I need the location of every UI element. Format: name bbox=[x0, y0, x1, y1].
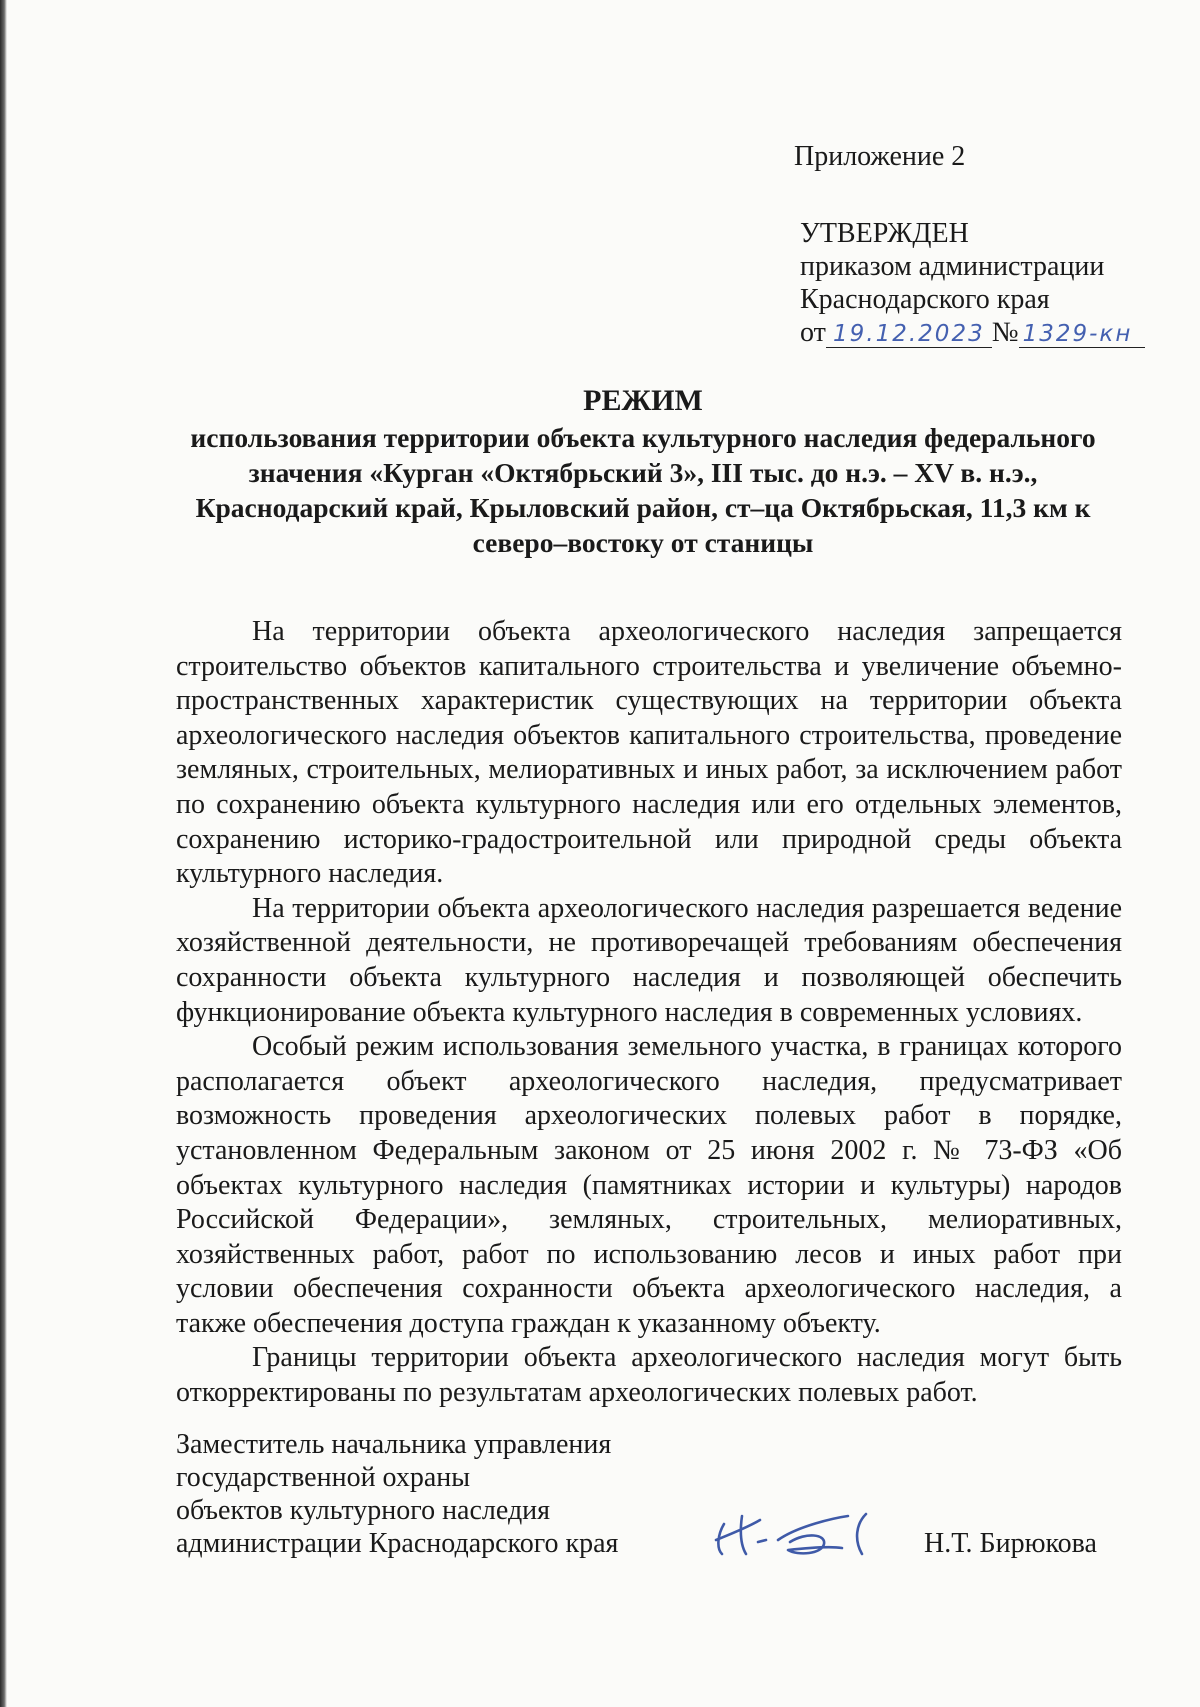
signatory-position bbox=[176, 1428, 676, 1560]
scan-edge-shadow bbox=[0, 0, 7, 1707]
body-paragraph-2: На территории объекта археологического наследия разрешается ведение хозяйственной деятельности, не противоречащей требованиям обеспечения сохранности объекта культурного наследия и позволяющей обеспечить функционирование объекта культурного наследия в современных условиях. bbox=[176, 892, 1122, 1028]
annex-label: Приложение 2 bbox=[794, 141, 966, 172]
signature-stroke-4 bbox=[857, 1514, 866, 1554]
title-subtitle: использования территории объекта культурного наследия федерального значения «Курган «Октябрьский 3», III тыс. до н.э. – XV в. н.э., Краснодарский край, Крыловский район, ст–ца Октябрьская, 11,3 км к северо–востоку от станицы bbox=[190, 422, 1096, 558]
handwritten-order-date: 19.12.2023 bbox=[826, 321, 992, 348]
handwritten-signature-icon bbox=[706, 1496, 886, 1566]
position-line-3: объектов культурного наследия bbox=[176, 1495, 551, 1526]
position-line-1: Заместитель начальника управления bbox=[176, 1429, 612, 1460]
title-main: РЕЖИМ bbox=[583, 384, 703, 417]
position-line-4: администрации Краснодарского края bbox=[176, 1528, 619, 1559]
handwritten-order-number: 1329-кн bbox=[1019, 321, 1145, 348]
body-paragraph-1: На территории объекта археологического наследия запрещается строительство объектов капитального строительства и увеличение объемно-пространственных характеристик существующих на территории объекта археологического наследия объектов капитального строительства, проведение земляных, строительных, мелиоративных и иных работ, за исключением работ по сохранению объекта культурного наследия или его отдельных элементов, сохранению историко-градостроительной или природной среды объекта культурного наследия. bbox=[176, 616, 1122, 890]
body-paragraph-4: Границы территории объекта археологического наследия могут быть откорректированы по результатам археологических полевых работ. bbox=[176, 1342, 1122, 1409]
signature-stroke-3 bbox=[778, 1516, 848, 1553]
date-prefix: от bbox=[800, 317, 826, 348]
number-prefix: № bbox=[991, 317, 1019, 348]
approval-block bbox=[794, 140, 1180, 349]
signature-block bbox=[176, 1428, 1136, 1588]
by-order-line-2: Краснодарского края bbox=[800, 284, 1050, 315]
signature-stroke-1 bbox=[716, 1516, 760, 1554]
by-order-line-1: приказом администрации bbox=[800, 251, 1105, 282]
order-date-number-line bbox=[800, 316, 1180, 349]
body-paragraph-3: Особый режим использования земельного участка, в границах которого располагается объект археологического наследия, предусматривает возможность проведения археологических полевых работ в порядке, установленном Федеральным законом от 25 июня 2002 г. № 73-ФЗ «Об объектах культурного наследия (памятниках истории и культуры) народов Российской Федерации», земляных, строительных, мелиоративных, хозяйственных работ, работ по использованию лесов и иных работ при условии обеспечения сохранности объекта археологического наследия, а также обеспечения доступа граждан к указанному объекту. bbox=[176, 1031, 1122, 1339]
document-title bbox=[160, 384, 1126, 560]
signature-stroke-2 bbox=[758, 1540, 766, 1542]
document-body bbox=[176, 615, 1122, 1411]
approved-label: УТВЕРЖДЕН bbox=[800, 218, 969, 249]
signatory-name: Н.Т. Бирюкова bbox=[924, 1528, 1097, 1559]
position-line-2: государственной охраны bbox=[176, 1462, 471, 1493]
